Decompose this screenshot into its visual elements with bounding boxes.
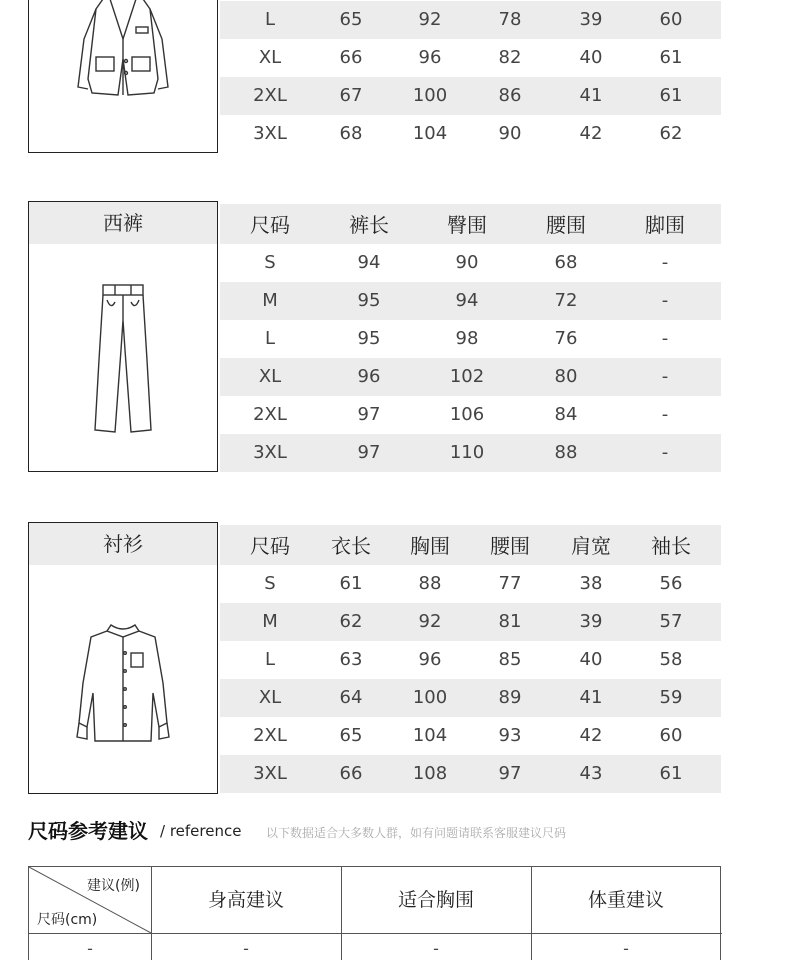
table-cell: 61 xyxy=(659,85,683,106)
table-cell: 61 xyxy=(339,573,363,594)
table-cell: M xyxy=(262,290,278,311)
table-cell: - xyxy=(661,328,669,349)
table-cell: 65 xyxy=(339,725,363,746)
table-cell: 104 xyxy=(412,123,448,144)
pants-illustration-box xyxy=(28,201,218,472)
table-cell: L xyxy=(264,649,276,670)
table-cell: 100 xyxy=(412,85,448,106)
shirt-illustration-box xyxy=(28,522,218,794)
table-cell: 66 xyxy=(339,763,363,784)
table-cell: 3XL xyxy=(253,763,287,784)
table-cell: 96 xyxy=(418,649,442,670)
table-cell: 76 xyxy=(554,328,578,349)
table-cell: 39 xyxy=(579,9,603,30)
table-row xyxy=(220,320,721,358)
shirt-icon xyxy=(29,623,217,745)
table-cell: 39 xyxy=(579,611,603,632)
table-cell: 102 xyxy=(449,366,485,387)
table-cell: 108 xyxy=(412,763,448,784)
table-cell: L xyxy=(264,328,276,349)
table-row xyxy=(220,39,721,77)
table-cell: 38 xyxy=(579,573,603,594)
table-cell: 43 xyxy=(579,763,603,784)
table-cell: 92 xyxy=(418,9,442,30)
table-cell: 86 xyxy=(498,85,522,106)
table-cell: 94 xyxy=(455,290,479,311)
table-row xyxy=(220,282,721,320)
table-cell: 82 xyxy=(498,47,522,68)
table-cell: 94 xyxy=(357,252,381,273)
table-cell: 98 xyxy=(455,328,479,349)
table-cell: 42 xyxy=(579,123,603,144)
table-cell: 2XL xyxy=(253,725,287,746)
table-cell: 106 xyxy=(449,404,485,425)
table-cell: 68 xyxy=(339,123,363,144)
table-cell: 3XL xyxy=(253,442,287,463)
shirt-title: 衬衫 xyxy=(29,523,217,565)
corner-label-suggestion: 建议(例) xyxy=(87,878,140,894)
table-row xyxy=(220,603,721,641)
header-weight-suggestion: 体重建议 xyxy=(587,889,664,911)
column-header: 腰围 xyxy=(490,534,530,558)
table-cell: XL xyxy=(258,687,282,708)
table-row xyxy=(220,396,721,434)
table-cell: 61 xyxy=(659,47,683,68)
table-cell: 57 xyxy=(659,611,683,632)
trousers-icon xyxy=(29,280,217,440)
table-cell: 97 xyxy=(357,442,381,463)
column-header: 衣长 xyxy=(331,534,371,558)
table-cell: 80 xyxy=(554,366,578,387)
table-cell: 88 xyxy=(554,442,578,463)
table-cell: 3XL xyxy=(253,123,287,144)
table-cell: 62 xyxy=(659,123,683,144)
reference-cell: - xyxy=(433,939,439,958)
table-cell: 88 xyxy=(418,573,442,594)
table-cell: - xyxy=(661,290,669,311)
table-cell: 72 xyxy=(554,290,578,311)
header-chest-fit: 适合胸围 xyxy=(397,889,474,911)
table-cell: 68 xyxy=(554,252,578,273)
table-row xyxy=(220,565,721,603)
table-cell: S xyxy=(264,573,276,594)
table-cell: S xyxy=(264,252,276,273)
table-cell: 2XL xyxy=(253,404,287,425)
reference-title: 尺码参考建议 xyxy=(28,819,148,843)
table-row xyxy=(220,1,721,39)
table-cell: 77 xyxy=(498,573,522,594)
table-cell: 40 xyxy=(579,47,603,68)
column-header: 胸围 xyxy=(410,534,450,558)
table-cell: - xyxy=(661,366,669,387)
header-height-suggestion: 身高建议 xyxy=(207,889,284,911)
table-cell: 92 xyxy=(418,611,442,632)
table-cell: L xyxy=(264,9,276,30)
table-row xyxy=(220,755,721,793)
table-cell: 63 xyxy=(339,649,363,670)
reference-cell: - xyxy=(623,939,629,958)
table-row xyxy=(220,679,721,717)
column-header: 尺码 xyxy=(250,534,290,558)
table-cell: 84 xyxy=(554,404,578,425)
table-cell: 96 xyxy=(357,366,381,387)
suit-jacket-icon xyxy=(29,0,217,97)
table-row xyxy=(220,717,721,755)
table-cell: XL xyxy=(258,366,282,387)
column-header: 脚围 xyxy=(645,213,685,237)
shirt-header-row xyxy=(220,525,721,565)
column-header: 肩宽 xyxy=(571,534,611,558)
column-header: 臀围 xyxy=(447,213,487,237)
table-cell: 65 xyxy=(339,9,363,30)
table-row xyxy=(220,244,721,282)
column-header: 尺码 xyxy=(250,213,290,237)
corner-label-size: 尺码(cm) xyxy=(37,912,98,928)
column-header: 袖长 xyxy=(651,534,691,558)
table-cell: - xyxy=(661,442,669,463)
table-cell: M xyxy=(262,611,278,632)
table-cell: 90 xyxy=(455,252,479,273)
divider xyxy=(29,933,722,934)
table-row xyxy=(220,434,721,472)
table-cell: XL xyxy=(258,47,282,68)
table-cell: 60 xyxy=(659,9,683,30)
table-cell: 66 xyxy=(339,47,363,68)
table-cell: 67 xyxy=(339,85,363,106)
reference-cell: - xyxy=(87,939,93,958)
table-cell: 2XL xyxy=(253,85,287,106)
reference-table xyxy=(28,866,721,960)
table-cell: 81 xyxy=(498,611,522,632)
table-cell: 97 xyxy=(357,404,381,425)
table-cell: 95 xyxy=(357,290,381,311)
table-cell: 90 xyxy=(498,123,522,144)
table-row xyxy=(220,77,721,115)
pants-header-row xyxy=(220,204,721,244)
table-cell: 41 xyxy=(579,687,603,708)
table-row xyxy=(220,641,721,679)
table-cell: 41 xyxy=(579,85,603,106)
table-cell: 62 xyxy=(339,611,363,632)
table-cell: 104 xyxy=(412,725,448,746)
table-cell: 56 xyxy=(659,573,683,594)
table-cell: 97 xyxy=(498,763,522,784)
table-row xyxy=(220,358,721,396)
jacket-illustration-box xyxy=(28,0,218,153)
table-cell: 42 xyxy=(579,725,603,746)
table-cell: 96 xyxy=(418,47,442,68)
reference-subtitle: / reference xyxy=(160,822,242,840)
pants-title: 西裤 xyxy=(29,202,217,244)
table-cell: 110 xyxy=(449,442,485,463)
table-cell: 59 xyxy=(659,687,683,708)
table-cell: 58 xyxy=(659,649,683,670)
table-cell: 61 xyxy=(659,763,683,784)
table-cell: 95 xyxy=(357,328,381,349)
table-cell: 40 xyxy=(579,649,603,670)
table-cell: 89 xyxy=(498,687,522,708)
column-header: 腰围 xyxy=(546,213,586,237)
table-row xyxy=(220,115,721,153)
table-cell: 78 xyxy=(498,9,522,30)
column-header: 裤长 xyxy=(349,213,389,237)
table-cell: 60 xyxy=(659,725,683,746)
table-cell: - xyxy=(661,252,669,273)
reference-cell: - xyxy=(243,939,249,958)
table-cell: 93 xyxy=(498,725,522,746)
table-cell: 64 xyxy=(339,687,363,708)
table-cell: - xyxy=(661,404,669,425)
table-cell: 85 xyxy=(498,649,522,670)
reference-note: 以下数据适合大多数人群，如有问题请联系客服建议尺码 xyxy=(266,826,567,840)
table-cell: 100 xyxy=(412,687,448,708)
